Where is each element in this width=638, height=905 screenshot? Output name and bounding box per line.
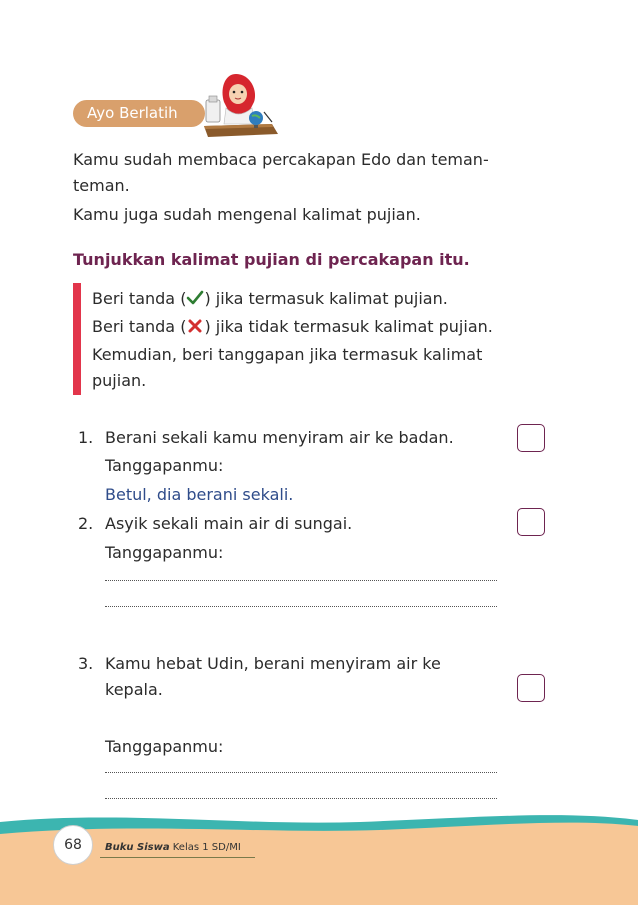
intro-line-1: Kamu sudah membaca percakapan Edo dan teman- [73, 150, 489, 169]
page-number: 68 [53, 825, 93, 865]
question-1-label: Tanggapanmu: [105, 456, 224, 475]
cross-icon [186, 318, 204, 334]
section-badge [73, 100, 205, 127]
question-3-text-line-2: kepala. [105, 680, 163, 699]
rule-check-after: ) jika termasuk kalimat pujian. [204, 289, 448, 308]
question-2-answer-line-1[interactable] [105, 580, 497, 581]
question-2-text: Asyik sekali main air di sungai. [105, 514, 353, 533]
question-3-answer-line-2[interactable] [105, 798, 497, 799]
footer-wave [0, 812, 638, 905]
question-3-label: Tanggapanmu: [105, 737, 224, 756]
footer-class: Kelas 1 SD/MI [169, 842, 241, 853]
question-2-checkbox[interactable] [517, 508, 545, 536]
rule-cross [92, 314, 562, 340]
footer-book-title [105, 842, 241, 853]
rule-cross-after: ) jika tidak termasuk kalimat pujian. [204, 317, 493, 336]
question-2-label: Tanggapanmu: [105, 543, 224, 562]
question-2-answer-line-2[interactable] [105, 606, 497, 607]
girl-studying-illustration [198, 68, 280, 140]
question-2-number: 2. [78, 514, 94, 533]
question-1-number: 1. [78, 428, 94, 447]
question-3-text-line-1: Kamu hebat Udin, berani menyiram air ke [105, 654, 441, 673]
question-1-text: Berani sekali kamu menyiram air ke badan. [105, 428, 454, 447]
instruction-bar [73, 283, 81, 395]
question-1-answer: Betul, dia berani sekali. [105, 485, 294, 504]
rule-check-before: Beri tanda ( [92, 289, 187, 308]
intro-line-3: Kamu juga sudah mengenal kalimat pujian. [73, 205, 421, 224]
question-1-checkbox[interactable] [517, 424, 545, 452]
rule-cross-before: Beri tanda ( [92, 317, 187, 336]
intro-line-2: teman. [73, 176, 130, 195]
rule-check [92, 286, 562, 312]
rule-line-3: Kemudian, beri tanggapan jika termasuk kalimat [92, 345, 483, 364]
check-icon [186, 290, 204, 306]
rule-line-4: pujian. [92, 371, 147, 390]
section-badge-label: Ayo Berlatih [87, 104, 178, 122]
question-3-number: 3. [78, 654, 94, 673]
footer-book-name: Buku Siswa [105, 842, 170, 853]
question-3-checkbox[interactable] [517, 674, 545, 702]
footer-underline [100, 857, 255, 858]
instruction-heading: Tunjukkan kalimat pujian di percakapan itu. [73, 250, 470, 269]
question-3-answer-line-1[interactable] [105, 772, 497, 773]
